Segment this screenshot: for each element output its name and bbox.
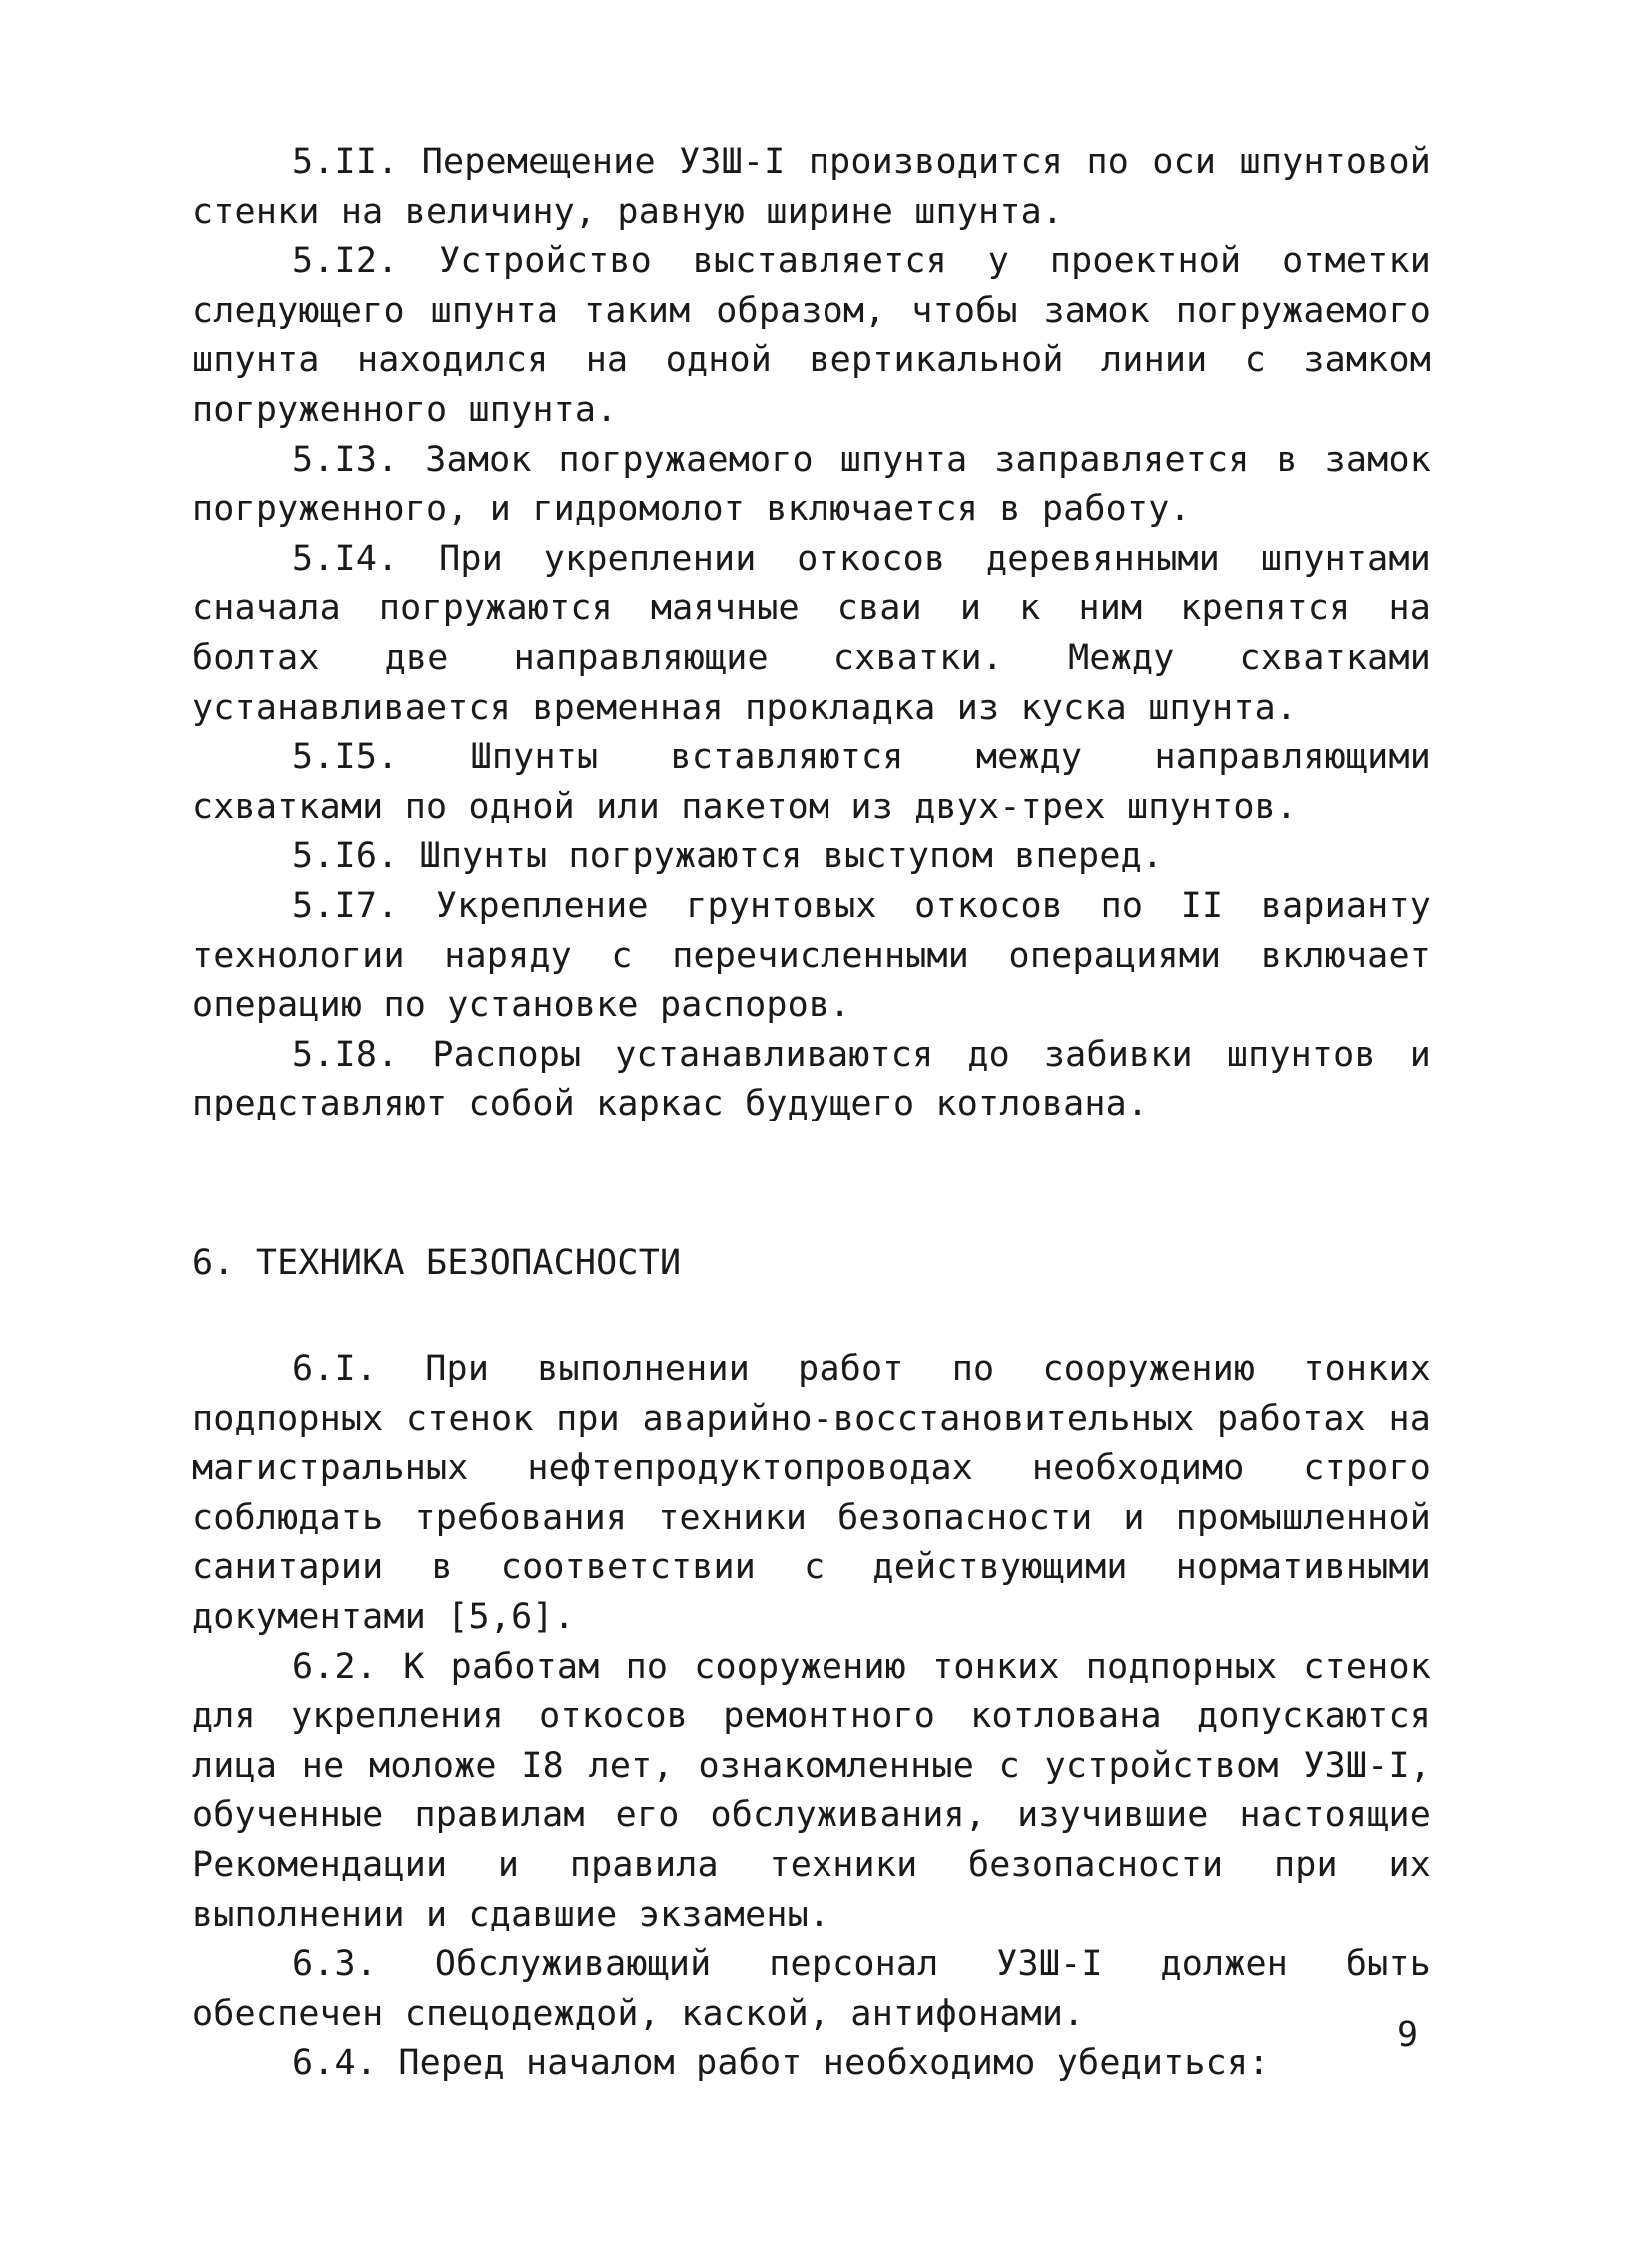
paragraph-5-18: 5.I8. Распоры устанавливаются до забивки шпунтов и представляют собой каркас будущего котлована. bbox=[192, 1034, 1431, 1124]
paragraph-5-14: 5.I4. При укреплении откосов деревянными шпунтами сначала погружаются маячные сваи и к ним крепятся на болтах две направляющие схватки. Между схватками устанавливается временная прокладка из куска шпунта. bbox=[192, 538, 1431, 728]
paragraph-6-3: 6.3. Обслуживающий персонал УЗШ-I должен быть обеспечен спецодеждой, каской, антифонами. bbox=[192, 1944, 1431, 2034]
paragraph-5-17: 5.I7. Укрепление грунтовых откосов по II варианту технологии наряду с перечисленными операциями включает операцию по установке распоров. bbox=[192, 885, 1431, 1026]
section-6-body bbox=[192, 1345, 1431, 2089]
page-number: 9 bbox=[1397, 2015, 1419, 2055]
paragraph-5-15: 5.I5. Шпунты вставляются между направляющими схватками по одной или пакетом из двух-трех шпунтов. bbox=[192, 737, 1431, 827]
paragraph-5-16: 5.I6. Шпунты погружаются выступом вперед. bbox=[292, 836, 1164, 877]
paragraph-5-11: 5.II. Перемещение УЗШ-I производится по оси шпунтовой стенки на величину, равную ширине шпунта. bbox=[192, 142, 1431, 232]
section-6-heading: 6. ТЕХНИКА БЕЗОПАСНОСТИ bbox=[192, 1243, 682, 1283]
paragraph-6-4: 6.4. Перед началом работ необходимо убедиться: bbox=[292, 2043, 1270, 2084]
paragraph-5-12: 5.I2. Устройство выставляется у проектной отметки следующего шпунта таким образом, чтобы замок погружаемого шпунта находился на одной вертикальной линии с замком погруженного шпунта. bbox=[192, 241, 1431, 430]
paragraph-6-2: 6.2. К работам по сооружению тонких подпорных стенок для укрепления откосов ремонтного котлована допускаются лица не моложе I8 лет, ознакомленные с устройством УЗШ-I, обученные правилам его обслуживания, изучившие настоящие Рекомендации и правила техники безопасности при их выполнении и сдавшие экзамены. bbox=[192, 1646, 1431, 1935]
section-5-body bbox=[192, 138, 1431, 1129]
paragraph-5-13: 5.I3. Замок погружаемого шпунта заправляется в замок погруженного, и гидромолот включается в работу. bbox=[192, 439, 1431, 530]
paragraph-6-1: 6.I. При выполнении работ по сооружению тонких подпорных стенок при аварийно-восстановительных работах на магистральных нефтепродуктопроводах необходимо строго соблюдать требования техники безопасности и промышленной санитарии в соответствии с действующими нормативными документами [5,6]. bbox=[192, 1349, 1431, 1637]
